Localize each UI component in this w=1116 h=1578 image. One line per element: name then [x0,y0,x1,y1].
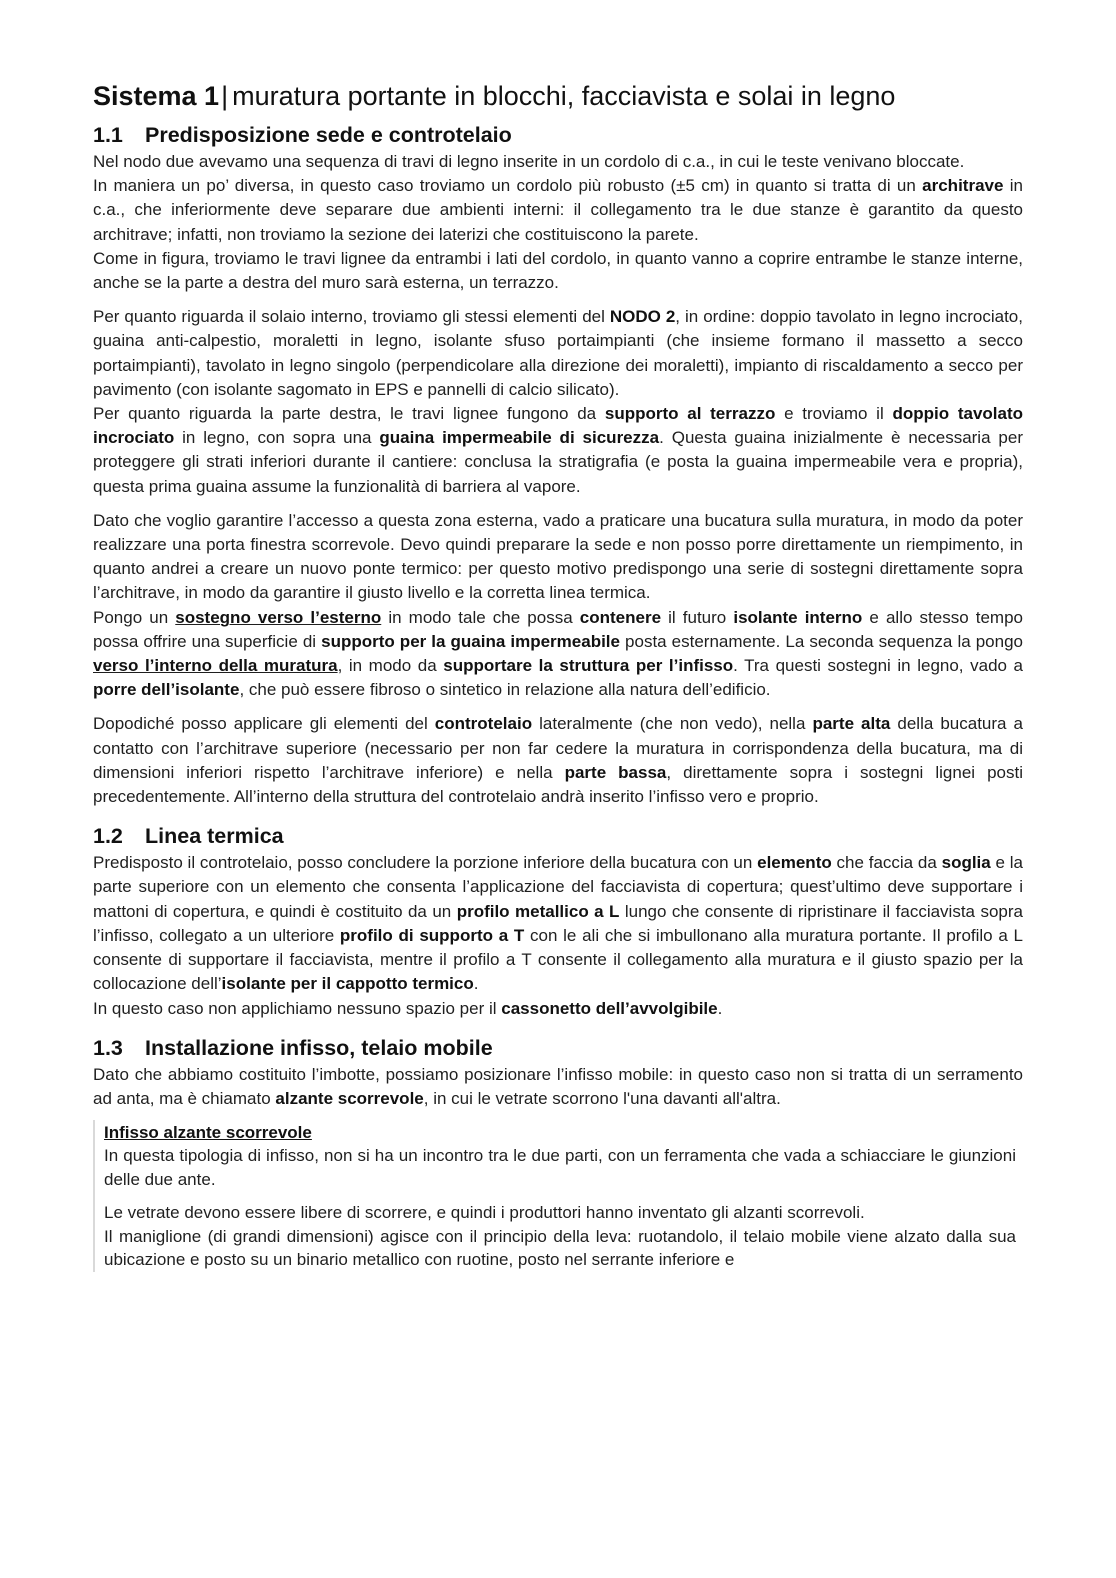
text-run: Dopodiché posso applicare gli elementi del [93,714,435,734]
callout-paragraph: Le vetrate devono essere libere di scorrere, e quindi i produttori hanno inventato gli alzanti scorrevoli. [104,1203,865,1223]
text-run: Dato che voglio garantire l’accesso a questa zona esterna, vado a praticare una bucatura sulla muratura, in modo da poter realizzare una porta finestra scorrevole. Devo quindi preparare la sede e non posso porre direttamente un riempimento, in quanto andrei a creare un nuovo ponte termico: per questo motivo predispongo una serie di sostegni direttamente sopra l’architrave, in modo da garantire il giusto livello e la corretta linea termica. [93,510,1023,603]
bold-text: supporto al terrazzo [604,404,776,424]
text-run: in c.a., che inferiormente deve separare due ambienti interni: il collegamento tra le due stanze è garantito da questo architrave; infatti, non troviamo la sezione dei laterizi che costituiscono la parete. [93,176,1023,244]
text-run: lungo che consente di ripristinare il facciavista sopra l’infisso, collegato a un ulteriore [93,901,1023,945]
text-run: in legno, con sopra una [174,428,380,448]
section-heading-1-3 [93,1033,1023,1063]
text-run: , in ordine: doppio tavolato in legno incrociato, guaina anti-calpestio, moraletti in legno, isolante sfuso portaimpianti (che insieme formano il massetto a secco portaimpianti), tavolato in legno singolo (perpendicolare alla direzione dei moraletti), impianto di riscaldamento a secco per pavimento (con isolante sagomato in EPS e pannelli di calcio silicato). [93,307,1023,399]
text-run: e allo stesso tempo possa offrire una superficie di [93,607,1023,651]
paragraph [93,305,1023,402]
text-run: . [717,998,723,1018]
paragraph [93,247,1023,295]
text-run: , che può essere fibroso o sintetico in relazione alla natura dell’edificio. [239,680,771,700]
document-title [93,78,1023,114]
bold-text: sostegno verso l’esterno [175,607,382,627]
text-run: e la parte superiore con un elemento che consenta l’applicazione del facciavista di copertura; quest’ultimo deve supportare i mattoni di copertura, e quindi è costituito da un [93,853,1023,921]
paragraph [93,150,1023,174]
text-run: in modo tale che possa [381,607,580,627]
paragraph [93,997,1023,1021]
text-run: lateralmente (che non vedo), nella [532,714,813,734]
bold-text: cassonetto dell’avvolgibile [501,998,718,1018]
bold-text: isolante per il cappotto termico [221,974,474,994]
section-title: Installazione infisso, telaio mobile [145,1035,493,1060]
callout-box [93,1120,1016,1272]
text-run: Predisposto il controtelaio, posso concludere la porzione inferiore della bucatura con un [93,853,758,873]
text-run: che faccia da [831,853,942,873]
bold-text: NODO 2 [609,307,676,327]
paragraph [93,851,1023,996]
section-number: 1.1 [93,123,123,147]
bold-text: soglia [941,853,991,873]
document-title-system: Sistema 1 [93,81,220,111]
paragraph [93,402,1023,499]
document-title-subject: muratura portante in blocchi, facciavista e solai in legno [232,81,896,111]
section-spacer [93,1021,1023,1033]
text-run: . Tra questi sostegni in legno, vado a [733,656,1024,676]
section-title: Linea termica [145,824,284,849]
paragraph-spacer [93,499,1023,509]
text-run: Nel nodo due avevamo una sequenza di travi di legno inserite in un cordolo di c.a., in cui le teste venivano bloccate. [93,152,965,171]
text-run: In maniera un po’ diversa, in questo caso troviamo un cordolo più robusto (±5 cm) in quanto si tratta di un [93,176,923,196]
text-run: , in modo da [337,656,444,676]
bold-text: elemento [757,853,832,873]
text-run: Per quanto riguarda la parte destra, le travi lignee fungono da [93,404,605,424]
paragraph-spacer [104,1191,1016,1201]
paragraph-spacer [93,702,1023,712]
bold-text: isolante interno [733,607,863,627]
paragraph [93,606,1023,703]
section-heading-1-1 [93,120,1023,150]
document-content [93,78,1023,1272]
bold-text: contenere [579,607,662,627]
callout-paragraph: In questa tipologia di infisso, non si ha un incontro tra le due parti, con un ferramenta che vada a schiacciare le giunzioni delle due ante. [104,1146,1016,1189]
bold-text: alzante scorrevole [275,1088,424,1108]
text-run: della bucatura a contatto con l’architrave superiore (necessario per non far cedere la muratura in corrispondenza della bucatura, ma di dimensioni inferiori rispetto l’architrave inferiore) e nella [93,714,1023,782]
text-run: il futuro [661,607,734,627]
text-run: Per quanto riguarda il solaio interno, troviamo gli stessi elementi del [93,307,610,327]
section-title: Predisposizione sede e controtelaio [145,123,512,147]
bold-text: verso l’interno della muratura [93,656,338,676]
section-number: 1.3 [93,1035,123,1060]
bold-text: parte alta [812,714,891,734]
bold-text: supportare la struttura per l’infisso [443,656,734,676]
bold-text: porre dell’isolante [93,680,240,700]
bold-text: parte bassa [564,762,667,782]
callout-title: Infisso alzante scorrevole [104,1123,312,1143]
document-title-separator: | [221,81,229,111]
paragraph [93,1063,1023,1111]
bold-text: guaina impermeabile di sicurezza [379,428,660,448]
paragraph-spacer [93,295,1023,305]
text-run: e troviamo il [775,404,893,424]
bold-text: profilo di supporto a T [339,925,525,945]
bold-text: doppio tavolato incrociato [93,404,1024,448]
bold-text: controtelaio [434,714,533,734]
section-number: 1.2 [93,824,123,849]
text-run: In questo caso non applichiamo nessuno spazio per il [93,998,502,1018]
bold-text: architrave [922,176,1004,196]
paragraph [93,712,1023,809]
paragraph [93,174,1023,247]
text-run: Pongo un [93,607,176,627]
callout-paragraph: Il maniglione (di grandi dimensioni) agisce con il principio della leva: ruotandolo, il telaio mobile viene alzato dalla sua ubicazione e posto su un binario metallico con ruotine, posto nel serrante inferiore e [104,1226,1016,1270]
text-run: Dato che abbiamo costituito l’imbotte, possiamo posizionare l’infisso mobile: in questo caso non si tratta di un serramento ad anta, ma è chiamato [93,1064,1023,1108]
paragraph [93,509,1023,606]
text-run: Come in figura, troviamo le travi lignee da entrambi i lati del cordolo, in quanto vanno a coprire entrambe le stanze interne, anche se la parte a destra del muro sarà esterna, un terrazzo. [93,248,1023,293]
text-run: , in cui le vetrate scorrono l'una davanti all'altra. [423,1088,781,1108]
section-spacer [93,809,1023,821]
text-run: con le ali che si imbullonano alla muratura portante. Il profilo a L consente di supportare il facciavista, mentre il profilo a T consente il collegamento alla muratura e il giusto spazio per la collocazione dell’ [93,925,1023,994]
text-run: . [473,974,479,994]
text-run: posta esternamente. La seconda sequenza la pongo [619,631,1023,651]
bold-text: supporto per la guaina impermeabile [321,631,620,651]
text-run: . Questa guaina inizialmente è necessaria per proteggere gli strati inferiori durante il cantiere: conclusa la stratigrafia (e posta la guaina impermeabile vera e propria), questa prima guaina assume la funzionalità di barriera al vapore. [93,428,1023,496]
text-run: , direttamente sopra i sostegni lignei posti precedentemente. All’interno della struttura del controtelaio andrà inserito l’infisso vero e proprio. [93,762,1023,807]
bold-text: profilo metallico a L [456,901,620,921]
section-heading-1-2 [93,821,1023,851]
